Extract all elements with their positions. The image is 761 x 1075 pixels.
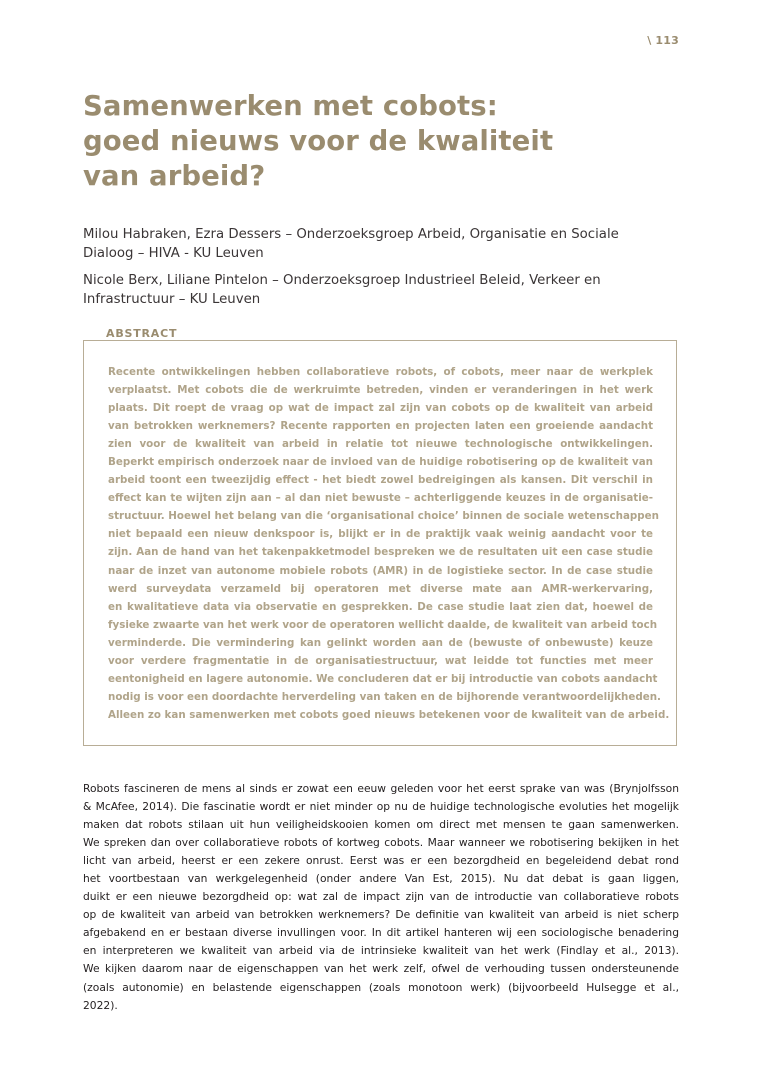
title-line: goed nieuws voor de kwaliteit <box>83 125 554 157</box>
abstract-line: arbeid toont een tweezijdig effect - het biedt zowel bedreigingen als kansen. Dit verschil in <box>108 474 653 487</box>
abstract-line: fysieke zwaarte van het werk voor de operatoren wellicht daalde, de kwaliteit van arbeid toch <box>108 618 658 631</box>
abstract-line: plaats. Dit roept de vraag op wat de impact zal zijn van cobots op de kwaliteit van arbeid <box>108 402 653 415</box>
body-line: We kijken daarom naar de eigenschappen van het werk zelf, ofwel de verhouding tussen ondersteunende <box>83 962 679 976</box>
body-line: duikt er een nieuwe bezorgdheid op: wat zal de impact zijn van de introductie van collaboratieve robots <box>83 890 679 904</box>
body-paragraph <box>83 780 679 1015</box>
body-line: Robots fascineren de mens al sinds er zowat een eeuw geleden voor het eerst sprake van was (Brynjolfsson <box>83 782 679 795</box>
abstract-line: Beperkt empirisch onderzoek naar de invloed van de huidige robotisering op de kwaliteit van <box>108 456 653 469</box>
abstract-line: werd surveydata verzameld bij operatoren met diverse mate aan AMR-werkervaring, <box>108 582 653 595</box>
abstract-line: Alleen zo kan samenwerken met cobots goed nieuws betekenen voor de kwaliteit van de arbeid. <box>108 708 670 721</box>
author-block <box>83 271 679 309</box>
abstract-line: verplaatst. Met cobots die de werkruimte betreden, vinden er veranderingen in het werk <box>108 384 653 397</box>
abstract-line: structuur. Hoewel het belang van die ‘organisational choice’ binnen de sociale wetenschappen <box>108 510 659 523</box>
body-line: op de kwaliteit van arbeid van betrokken werknemers? De definitie van kwaliteit van arbeid is niet scherp <box>83 908 679 922</box>
abstract-line: zijn. Aan de hand van het takenpakketmodel bespreken we de resultaten uit een case studie <box>108 546 653 559</box>
author-line: Dialoog – HIVA - KU Leuven <box>83 246 264 261</box>
article-title <box>83 89 683 194</box>
body-line: & McAfee, 2014). Die fascinatie wordt er niet minder op nu de huidige technologische evoluties het mogelijk <box>83 800 679 814</box>
body-line: We spreken dan over collaboratieve robots of kortweg cobots. Maar wanneer we robotisering bekijken in het <box>83 836 679 850</box>
body-line: licht van arbeid, heerst er een zekere onrust. Eerst was er een bezorgdheid en begeleidend debat rond <box>83 854 679 868</box>
body-line: het voortbestaan van werkgelegenheid (onder andere Van Est, 2015). Nu dat debat is gaan liggen, <box>83 872 679 886</box>
body-line: (zoals autonomie) en belastende eigenschappen (zoals monotoon werk) (bijvoorbeeld Hulsegge et al., <box>83 980 679 994</box>
title-line: Samenwerken met cobots: <box>83 90 498 122</box>
author-line: Milou Habraken, Ezra Dessers – Onderzoeksgroep Arbeid, Organisatie en Sociale <box>83 227 619 242</box>
abstract-text <box>108 363 670 724</box>
abstract-line: effect kan te wijten zijn aan – al dan niet bewuste – achterliggende keuzes in de organisatie- <box>108 492 653 505</box>
author-line: Infrastructuur – KU Leuven <box>83 292 261 307</box>
page-number: \ 113 <box>647 34 679 47</box>
abstract-line: niet bepaald een nieuw denkspoor is, blijkt er in de praktijk vaak weinig aandacht voor te <box>108 528 653 541</box>
body-line: en interpreteren we kwaliteit van arbeid via de intrinsieke kwaliteit van het werk (Findlay et al., 2013). <box>83 944 679 958</box>
body-line: 2022). <box>83 998 118 1012</box>
abstract-line: nodig is voor een doordachte herverdeling van taken en de bijhorende verantwoordelijkheden. <box>108 690 661 703</box>
abstract-line: en kwalitatieve data via observatie en gesprekken. De case studie laat zien dat, hoewel de <box>108 600 653 613</box>
abstract-line: van betrokken werknemers? Recente rapporten en projecten laten een groeiende aandacht <box>108 420 653 433</box>
body-line: afgebakend en er bestaan diverse invullingen voor. In dit artikel hanteren wij een sociologische benadering <box>83 926 679 940</box>
abstract-line: naar de inzet van autonome mobiele robots (AMR) in de logistieke sector. In de case studie <box>108 564 653 577</box>
body-line: maken dat robots stilaan uit hun veiligheidskooien komen om direct met mensen te gaan samenwerken. <box>83 818 679 832</box>
abstract-line: zien voor de kwaliteit van arbeid in relatie tot nieuwe technologische ontwikkelingen. <box>108 438 653 451</box>
abstract-line: verminderde. Die vermindering kan gelinkt worden aan de (bewuste of onbewuste) keuze <box>108 636 653 649</box>
abstract-line: eentonigheid en lagere autonomie. We concluderen dat er bij introductie van cobots aandacht <box>108 672 658 685</box>
abstract-line: voor verdere fragmentatie in de organisatiestructuur, wat leidde tot functies met meer <box>108 654 653 667</box>
abstract-label: ABSTRACT <box>102 327 181 340</box>
author-block <box>83 225 679 263</box>
title-line: van arbeid? <box>83 160 266 192</box>
author-line: Nicole Berx, Liliane Pintelon – Onderzoeksgroep Industrieel Beleid, Verkeer en <box>83 273 601 288</box>
abstract-line: Recente ontwikkelingen hebben collaboratieve robots, of cobots, meer naar de werkplek <box>108 366 653 378</box>
